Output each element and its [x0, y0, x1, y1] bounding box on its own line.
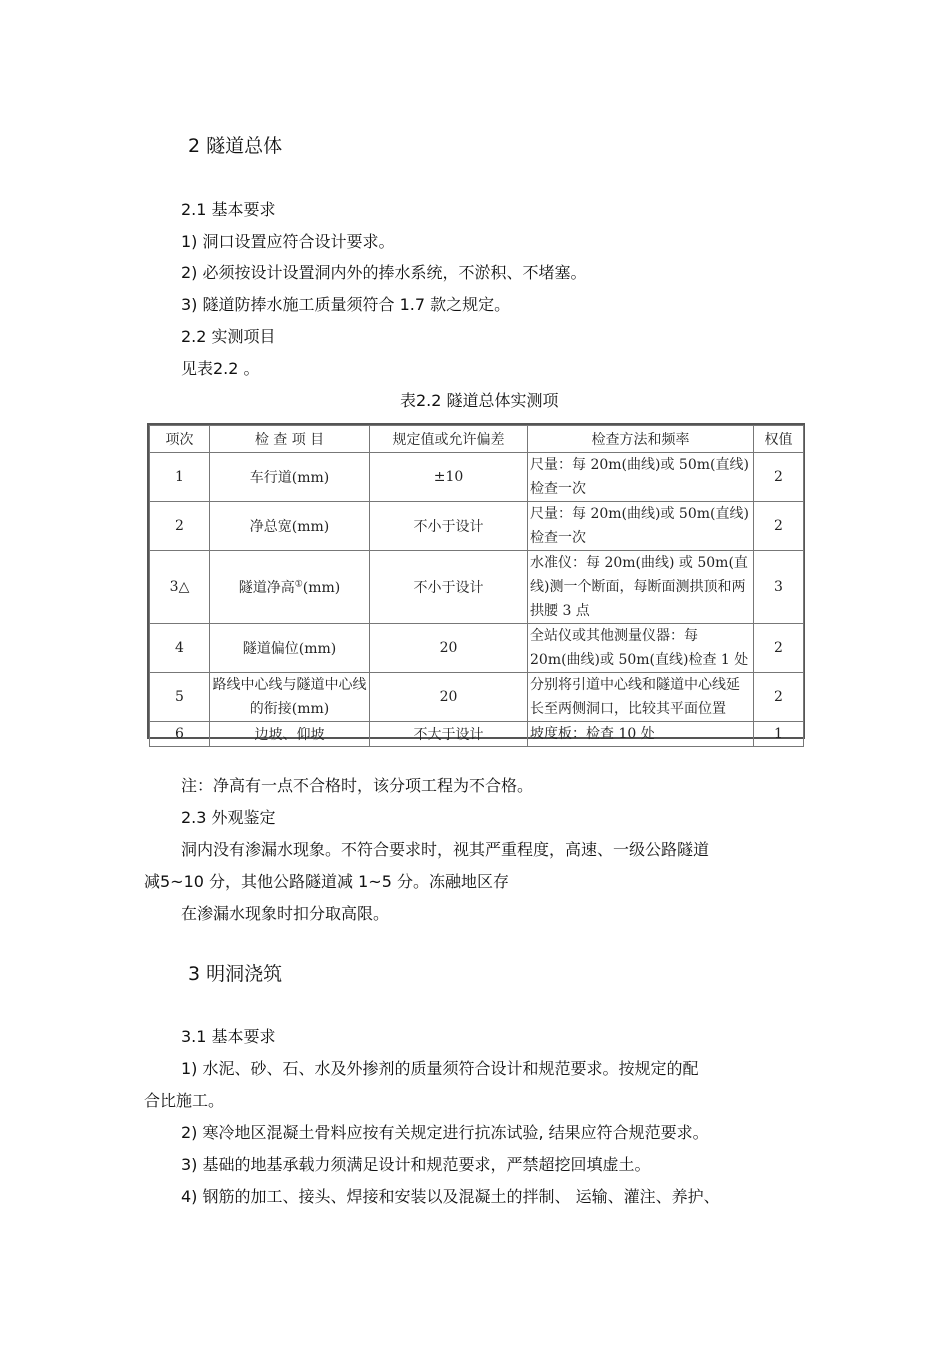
- cell-weight: 2: [754, 624, 804, 673]
- header-weight: 权值: [754, 426, 804, 453]
- spec-table-container: [147, 423, 805, 743]
- cell-item-text: 隧道净高: [238, 580, 295, 596]
- table-caption: 表2.2 隧道总体实测项: [400, 391, 559, 410]
- table-header-row: [150, 426, 804, 453]
- cell-weight: 1: [754, 722, 804, 747]
- cell-method: 全站仪或其他测量仪器：每 20m(曲线)或 50m(直线)检查 1 处: [528, 624, 754, 673]
- requirement-item-3: 3) 隧道防捧水施工质量须符合 1.7 款之规定。: [181, 295, 511, 314]
- section-3-1-heading: 3.1 基本要求: [181, 1027, 276, 1046]
- cell-spec: 20: [370, 673, 528, 722]
- footnote-marker: ①: [294, 579, 303, 590]
- header-no: 项次: [150, 426, 210, 453]
- table-row: [150, 722, 804, 747]
- cell-spec: 20: [370, 624, 528, 673]
- cell-method: 分别将引道中心线和隧道中心线延长至两侧洞口，比较其平面位置: [528, 673, 754, 722]
- cell-spec: 不小于设计: [370, 502, 528, 551]
- appearance-line-3: 在渗漏水现象时扣分取高限。: [181, 904, 390, 923]
- cell-item: 净总宽(mm): [210, 502, 370, 551]
- table-row: [150, 453, 804, 502]
- cell-item: [210, 551, 370, 624]
- cell-item: 隧道偏位(mm): [210, 624, 370, 673]
- section-2-1-heading: 2.1 基本要求: [181, 200, 276, 219]
- cell-method: 坡度板：检查 10 处: [528, 722, 754, 747]
- cell-item: 边坡、仰坡: [210, 722, 370, 747]
- cell-method: 水准仪：每 20m(曲线) 或 50m(直线)测一个断面，每断面测拱顶和两拱腰 3 点: [528, 551, 754, 624]
- table-row: [150, 502, 804, 551]
- table-row: [150, 551, 804, 624]
- cell-no: 4: [150, 624, 210, 673]
- cell-spec: ±10: [370, 453, 528, 502]
- cell-no: 2: [150, 502, 210, 551]
- table-row: [150, 673, 804, 722]
- cell-item-unit: (mm): [302, 580, 341, 596]
- section-2-2-heading: 2.2 实测项目: [181, 327, 276, 346]
- header-spec: 规定值或允许偏差: [370, 426, 528, 453]
- cell-weight: 2: [754, 502, 804, 551]
- cell-item: 路线中心线与隧道中心线的衔接(mm): [210, 673, 370, 722]
- cell-weight: 3: [754, 551, 804, 624]
- appearance-line-2: 减5~10 分，其他公路隧道减 1~5 分。冻融地区存: [144, 872, 509, 891]
- cell-item: 车行道(mm): [210, 453, 370, 502]
- requirement-item-1: 1) 洞口设置应符合设计要求。: [181, 232, 395, 251]
- header-method: 检查方法和频率: [528, 426, 754, 453]
- section-3-line-4: 3) 基础的地基承载力须满足设计和规范要求，严禁超挖回填虚土。: [181, 1155, 651, 1174]
- section-3-line-3: 2) 寒冷地区混凝土骨料应按有关规定进行抗冻试验, 结果应符合规范要求。: [181, 1123, 709, 1142]
- section-3-heading: 3 明洞浇筑: [188, 963, 283, 985]
- cell-method: 尺量：每 20m(曲线)或 50m(直线)检查一次: [528, 502, 754, 551]
- appearance-line-1: 洞内没有渗漏水现象。不符合要求时，视其严重程度，高速、一级公路隧道: [181, 840, 710, 859]
- section-3-line-1: 1) 水泥、砂、石、水及外掺剂的质量须符合设计和规范要求。按规定的配: [181, 1059, 699, 1078]
- section-2-3-heading: 2.3 外观鉴定: [181, 808, 276, 827]
- header-item: 检 查 项 目: [210, 426, 370, 453]
- cell-spec: 不大于设计: [370, 722, 528, 747]
- table-row: [150, 624, 804, 673]
- cell-weight: 2: [754, 453, 804, 502]
- cell-no: 6: [150, 722, 210, 747]
- cell-weight: 2: [754, 673, 804, 722]
- cell-spec: 不小于设计: [370, 551, 528, 624]
- cell-method: 尺量：每 20m(曲线)或 50m(直线)检查一次: [528, 453, 754, 502]
- cell-no: 3△: [150, 551, 210, 624]
- see-table-text: 见表2.2 。: [181, 359, 260, 378]
- table-note: 注：净高有一点不合格时，该分项工程为不合格。: [181, 776, 534, 795]
- section-3-line-2: 合比施工。: [144, 1091, 225, 1110]
- section-3-line-5: 4) 钢筋的加工、接头、焊接和安装以及混凝土的拌制、 运输、灌注、养护、: [181, 1187, 720, 1206]
- cell-no: 5: [150, 673, 210, 722]
- cell-no: 1: [150, 453, 210, 502]
- requirement-item-2: 2) 必须按设计设置洞内外的捧水系统，不淤积、不堵塞。: [181, 263, 587, 282]
- spec-table: [149, 425, 804, 747]
- section-2-heading: 2 隧道总体: [188, 135, 283, 157]
